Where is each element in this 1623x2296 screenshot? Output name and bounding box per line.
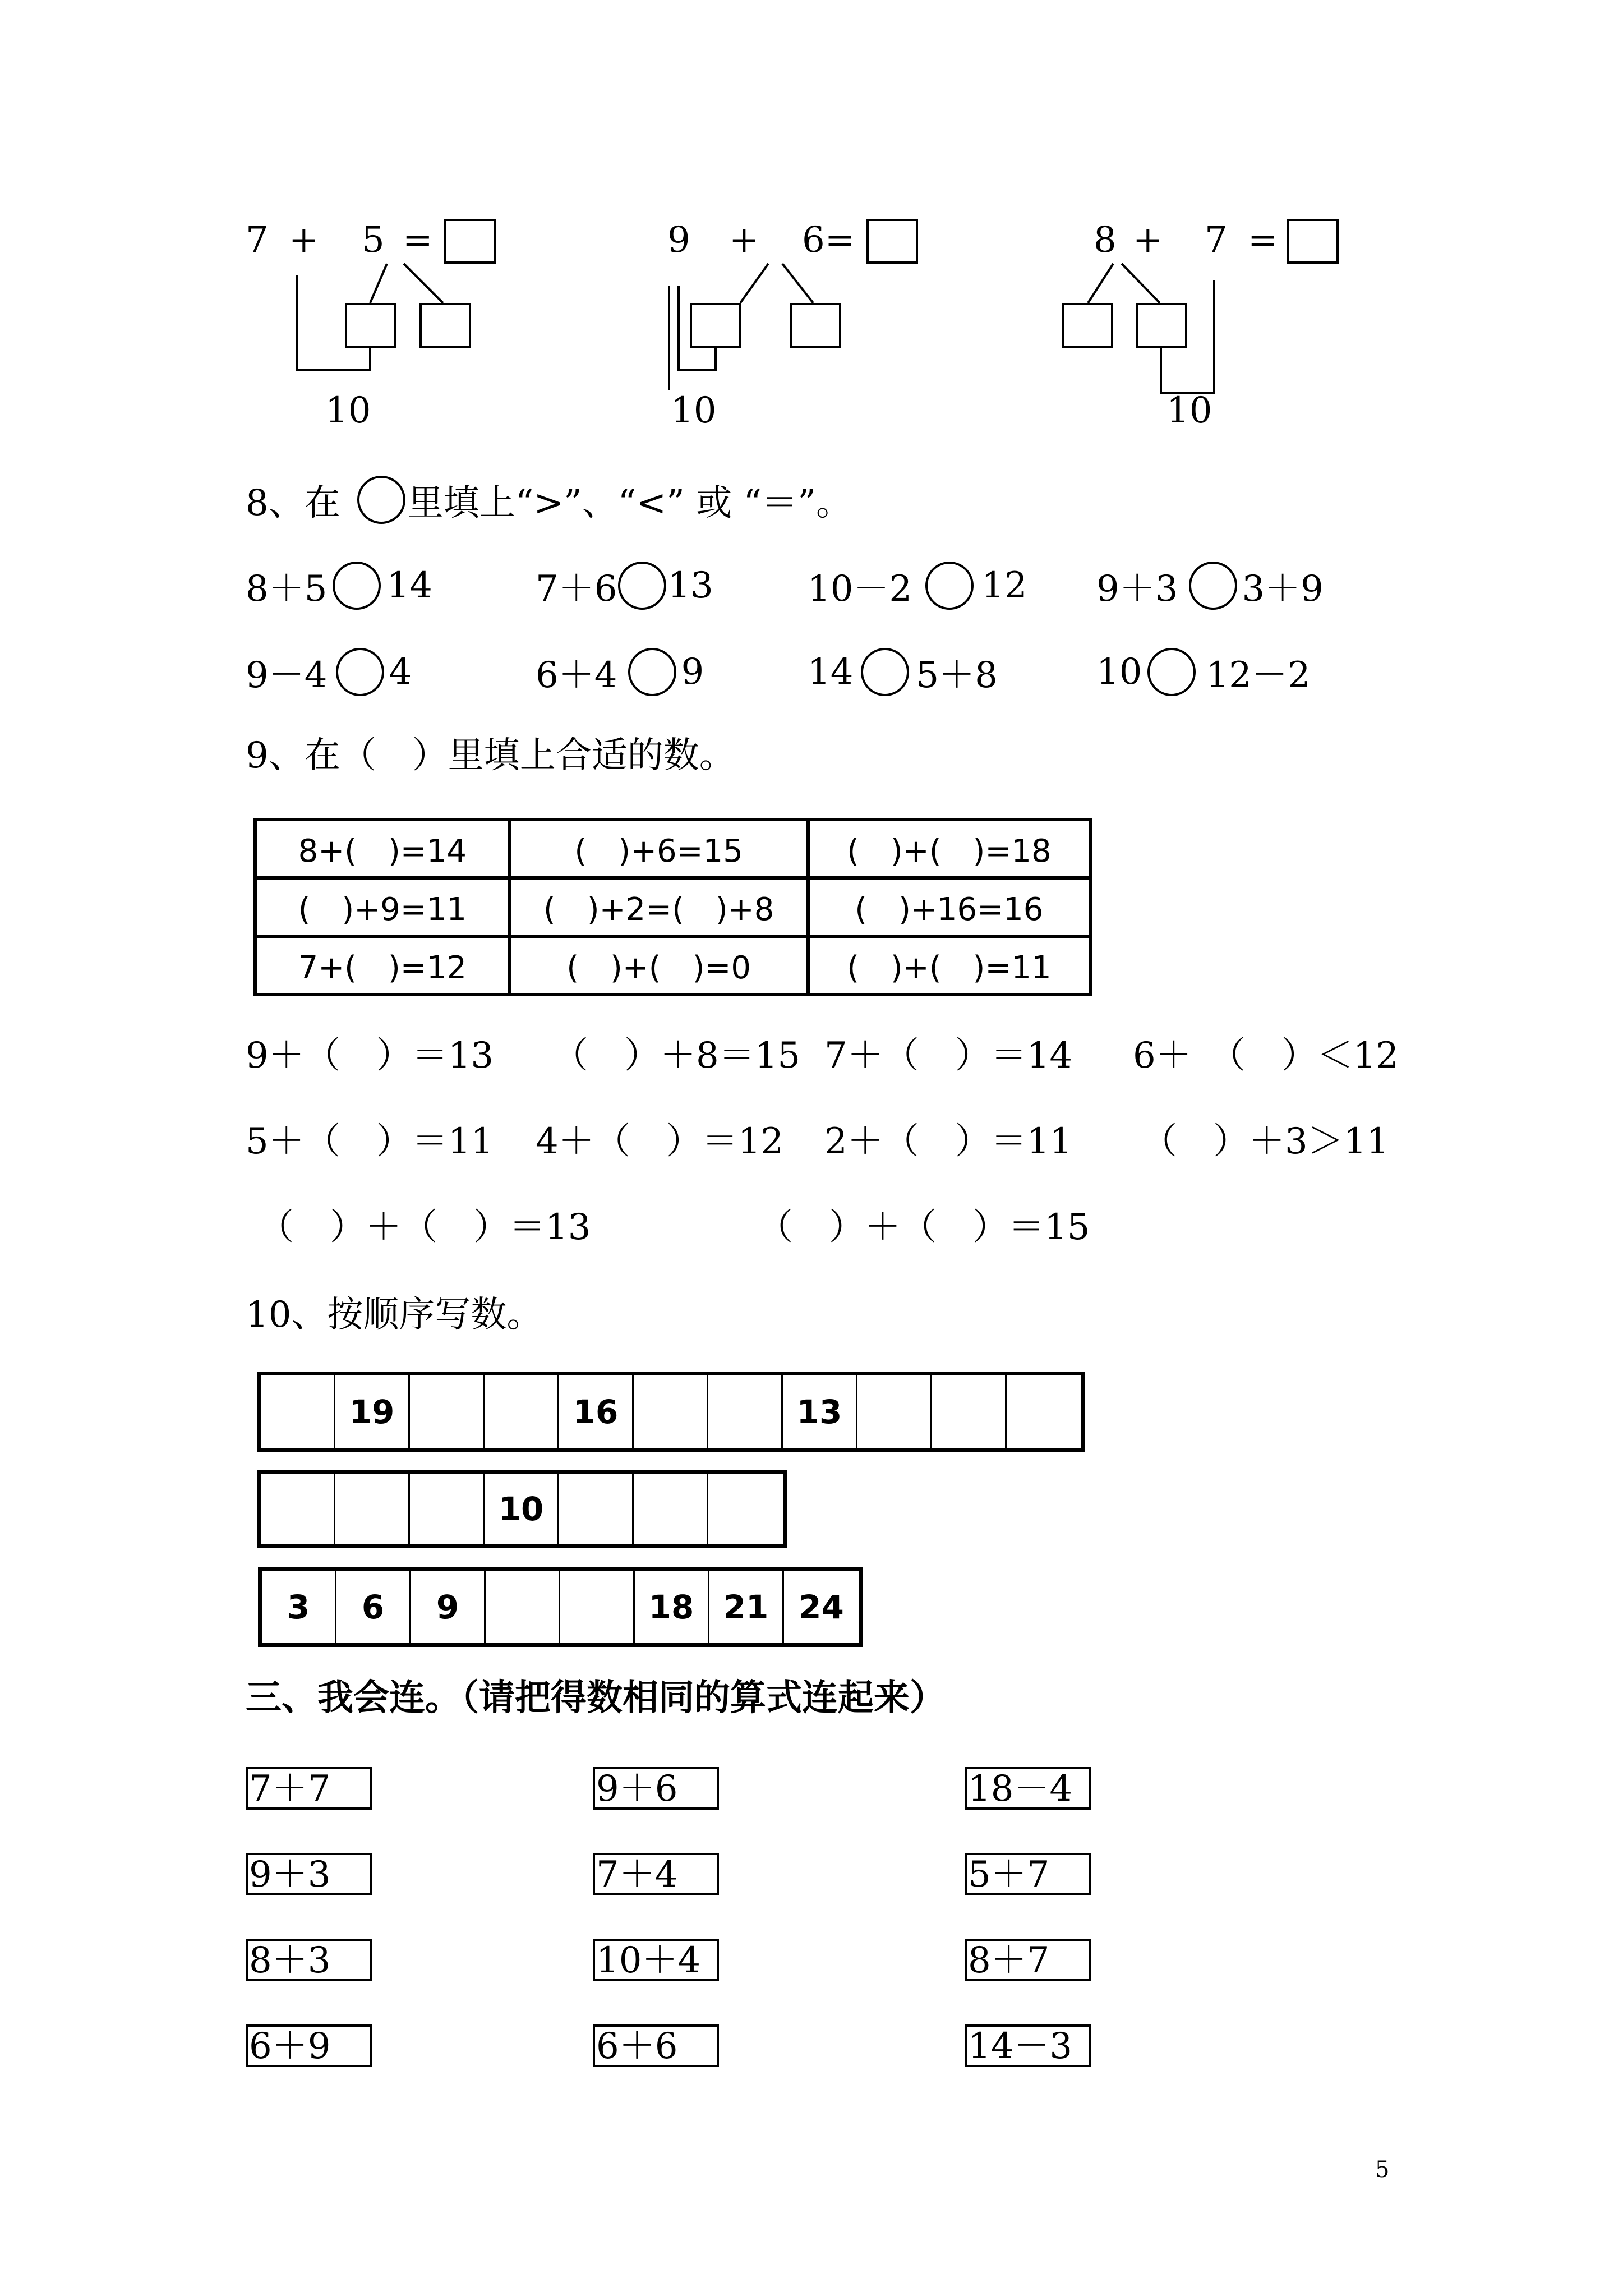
section3-title: 三、我会连。（请把得数相同的算式连起来） <box>246 1677 946 1719</box>
q8-left: 14 <box>808 651 854 693</box>
table-cell[interactable]: ( )+( )=18 <box>808 820 1090 878</box>
sequence-cell[interactable]: 6 <box>336 1571 411 1643</box>
sequence-cell[interactable] <box>560 1571 635 1643</box>
decompose-2-ten: 10 <box>671 390 717 431</box>
compare-circle[interactable] <box>925 562 974 610</box>
decompose-2-b: 6= <box>802 219 855 261</box>
decompose-1-eq: = <box>403 219 433 261</box>
sequence-cell[interactable] <box>708 1474 783 1544</box>
q9-equation: （ ）＋3＞11 <box>1141 1121 1390 1162</box>
q9-equation: （ ）＋（ ）＝13 <box>258 1207 591 1248</box>
table-cell[interactable]: ( )+6=15 <box>510 820 808 878</box>
match-expression[interactable]: 9＋6 <box>593 1767 719 1810</box>
q8-right: 13 <box>667 565 713 606</box>
circle-icon <box>357 476 405 524</box>
q8-right: 5＋8 <box>916 655 998 696</box>
sequence-cell[interactable]: 3 <box>262 1571 336 1643</box>
match-expression[interactable]: 6＋6 <box>593 2024 719 2067</box>
table-cell[interactable]: ( )+9=11 <box>255 878 510 936</box>
match-expression[interactable]: 7＋7 <box>246 1767 372 1810</box>
decompose-2-a: 9 <box>667 219 690 261</box>
sequence-cell[interactable] <box>857 1375 932 1448</box>
table-cell[interactable]: ( )+2=( )+8 <box>510 878 808 936</box>
q8-item <box>1096 646 1311 698</box>
match-expression[interactable]: 8＋3 <box>246 1939 372 1981</box>
q8-right: 12 <box>981 565 1027 606</box>
q8-title-suffix: 里填上“>”、“<” 或 “＝”。 <box>407 482 852 524</box>
match-expression[interactable]: 14－3 <box>965 2024 1091 2067</box>
sequence-cell[interactable] <box>261 1474 335 1544</box>
table-cell[interactable]: ( )+( )=0 <box>510 936 808 995</box>
decompose-1-b: 5 <box>362 219 385 261</box>
q8-left: 8＋5 <box>246 568 328 610</box>
q8-left: 7＋6 <box>536 568 617 610</box>
q9-equation: 5＋（ ）＝11 <box>246 1121 494 1162</box>
q8-right: 12－2 <box>1206 655 1311 696</box>
match-expression[interactable]: 6＋9 <box>246 2024 372 2067</box>
decompose-1-op: + <box>289 219 319 261</box>
decompose-1-a: 7 <box>246 219 269 261</box>
q8-left: 9＋3 <box>1096 568 1178 610</box>
decompose-2-op: + <box>729 219 759 261</box>
match-expression[interactable]: 7＋4 <box>593 1853 719 1895</box>
table-row <box>255 820 1090 878</box>
sequence-cell[interactable]: 16 <box>559 1375 634 1448</box>
q8-item <box>808 560 1027 611</box>
table-cell[interactable]: 7+( )=12 <box>255 936 510 995</box>
decompose-3-a: 8 <box>1094 219 1117 261</box>
match-expression[interactable]: 18－4 <box>965 1767 1091 1810</box>
sequence-cell[interactable] <box>559 1474 634 1544</box>
compare-circle[interactable] <box>618 562 666 610</box>
compare-circle[interactable] <box>861 648 909 696</box>
q8-right: 3＋9 <box>1242 568 1324 610</box>
table-cell[interactable]: ( )+( )=11 <box>808 936 1090 995</box>
q10-title: 10、按顺序写数。 <box>246 1294 543 1336</box>
q9-equation: 6＋ （ ）＜12 <box>1133 1035 1399 1076</box>
page-number: 5 <box>1375 2157 1390 2183</box>
q8-right: 4 <box>389 651 412 693</box>
decompose-3-op: + <box>1133 219 1163 261</box>
table-cell[interactable]: 8+( )=14 <box>255 820 510 878</box>
sequence-cell[interactable] <box>261 1375 335 1448</box>
table-row <box>255 936 1090 995</box>
sequence-cell[interactable] <box>932 1375 1007 1448</box>
sequence-row-3 <box>258 1567 863 1647</box>
q8-left: 10 <box>1096 651 1142 693</box>
q8-item <box>536 646 704 698</box>
q8-left: 10－2 <box>808 568 912 610</box>
sequence-cell[interactable] <box>410 1375 485 1448</box>
sequence-cell[interactable] <box>485 1375 559 1448</box>
compare-circle[interactable] <box>336 648 384 696</box>
match-expression[interactable]: 5＋7 <box>965 1853 1091 1895</box>
q8-right: 14 <box>386 565 432 606</box>
sequence-row-1 <box>257 1372 1085 1452</box>
compare-circle[interactable] <box>333 562 381 610</box>
q9-equation: 7＋（ ）＝14 <box>824 1035 1073 1076</box>
q9-title: 9、在（ ）里填上合适的数。 <box>246 735 735 776</box>
table-row <box>255 878 1090 936</box>
compare-circle[interactable] <box>628 648 676 696</box>
q8-left: 6＋4 <box>536 655 617 696</box>
decompose-1-ten: 10 <box>325 390 371 431</box>
q8-item <box>246 646 412 698</box>
match-expression[interactable]: 10＋4 <box>593 1939 719 1981</box>
sequence-cell[interactable] <box>634 1375 708 1448</box>
q8-left: 9－4 <box>246 655 328 696</box>
sequence-row-2 <box>257 1470 787 1548</box>
sequence-cell[interactable] <box>410 1474 485 1544</box>
q9-table <box>253 818 1092 996</box>
sequence-cell[interactable]: 24 <box>799 1588 844 1626</box>
q8-right: 9 <box>681 651 704 693</box>
sequence-cell[interactable]: 13 <box>783 1375 857 1448</box>
sequence-cell[interactable] <box>634 1474 708 1544</box>
sequence-cell[interactable]: 10 <box>485 1474 559 1544</box>
sequence-cell[interactable] <box>1007 1375 1081 1448</box>
decompose-3-eq: = <box>1248 219 1278 261</box>
sequence-cell[interactable] <box>708 1375 783 1448</box>
compare-circle[interactable] <box>1189 562 1237 610</box>
q9-equation: 9＋（ ）＝13 <box>246 1035 494 1076</box>
sequence-cell[interactable]: 21 <box>709 1571 784 1643</box>
q9-equation: （ ）＋8＝15 <box>552 1035 801 1076</box>
q8-title <box>246 474 852 526</box>
sequence-cell[interactable]: 9 <box>411 1571 486 1643</box>
sequence-cell[interactable] <box>486 1571 560 1643</box>
table-cell[interactable]: ( )+16=16 <box>808 878 1090 936</box>
q8-item <box>536 560 713 611</box>
q8-item <box>246 560 432 611</box>
match-expression[interactable]: 8＋7 <box>965 1939 1091 1981</box>
sequence-cell[interactable] <box>335 1474 410 1544</box>
q8-item <box>808 646 998 698</box>
sequence-cell[interactable]: 18 <box>635 1571 709 1643</box>
match-expression[interactable]: 9＋3 <box>246 1853 372 1895</box>
sequence-cell[interactable]: 19 <box>335 1375 410 1448</box>
compare-circle[interactable] <box>1147 648 1196 696</box>
decompose-3-b: 7 <box>1205 219 1228 261</box>
q9-equation: 4＋（ ）＝12 <box>536 1121 784 1162</box>
q9-equation: （ ）＋（ ）＝15 <box>757 1207 1090 1248</box>
q8-item <box>1096 560 1324 611</box>
q9-equation: 2＋（ ）＝11 <box>824 1121 1073 1162</box>
decompose-3-ten: 10 <box>1166 390 1212 431</box>
q8-title-prefix: 8、在 <box>246 482 340 524</box>
